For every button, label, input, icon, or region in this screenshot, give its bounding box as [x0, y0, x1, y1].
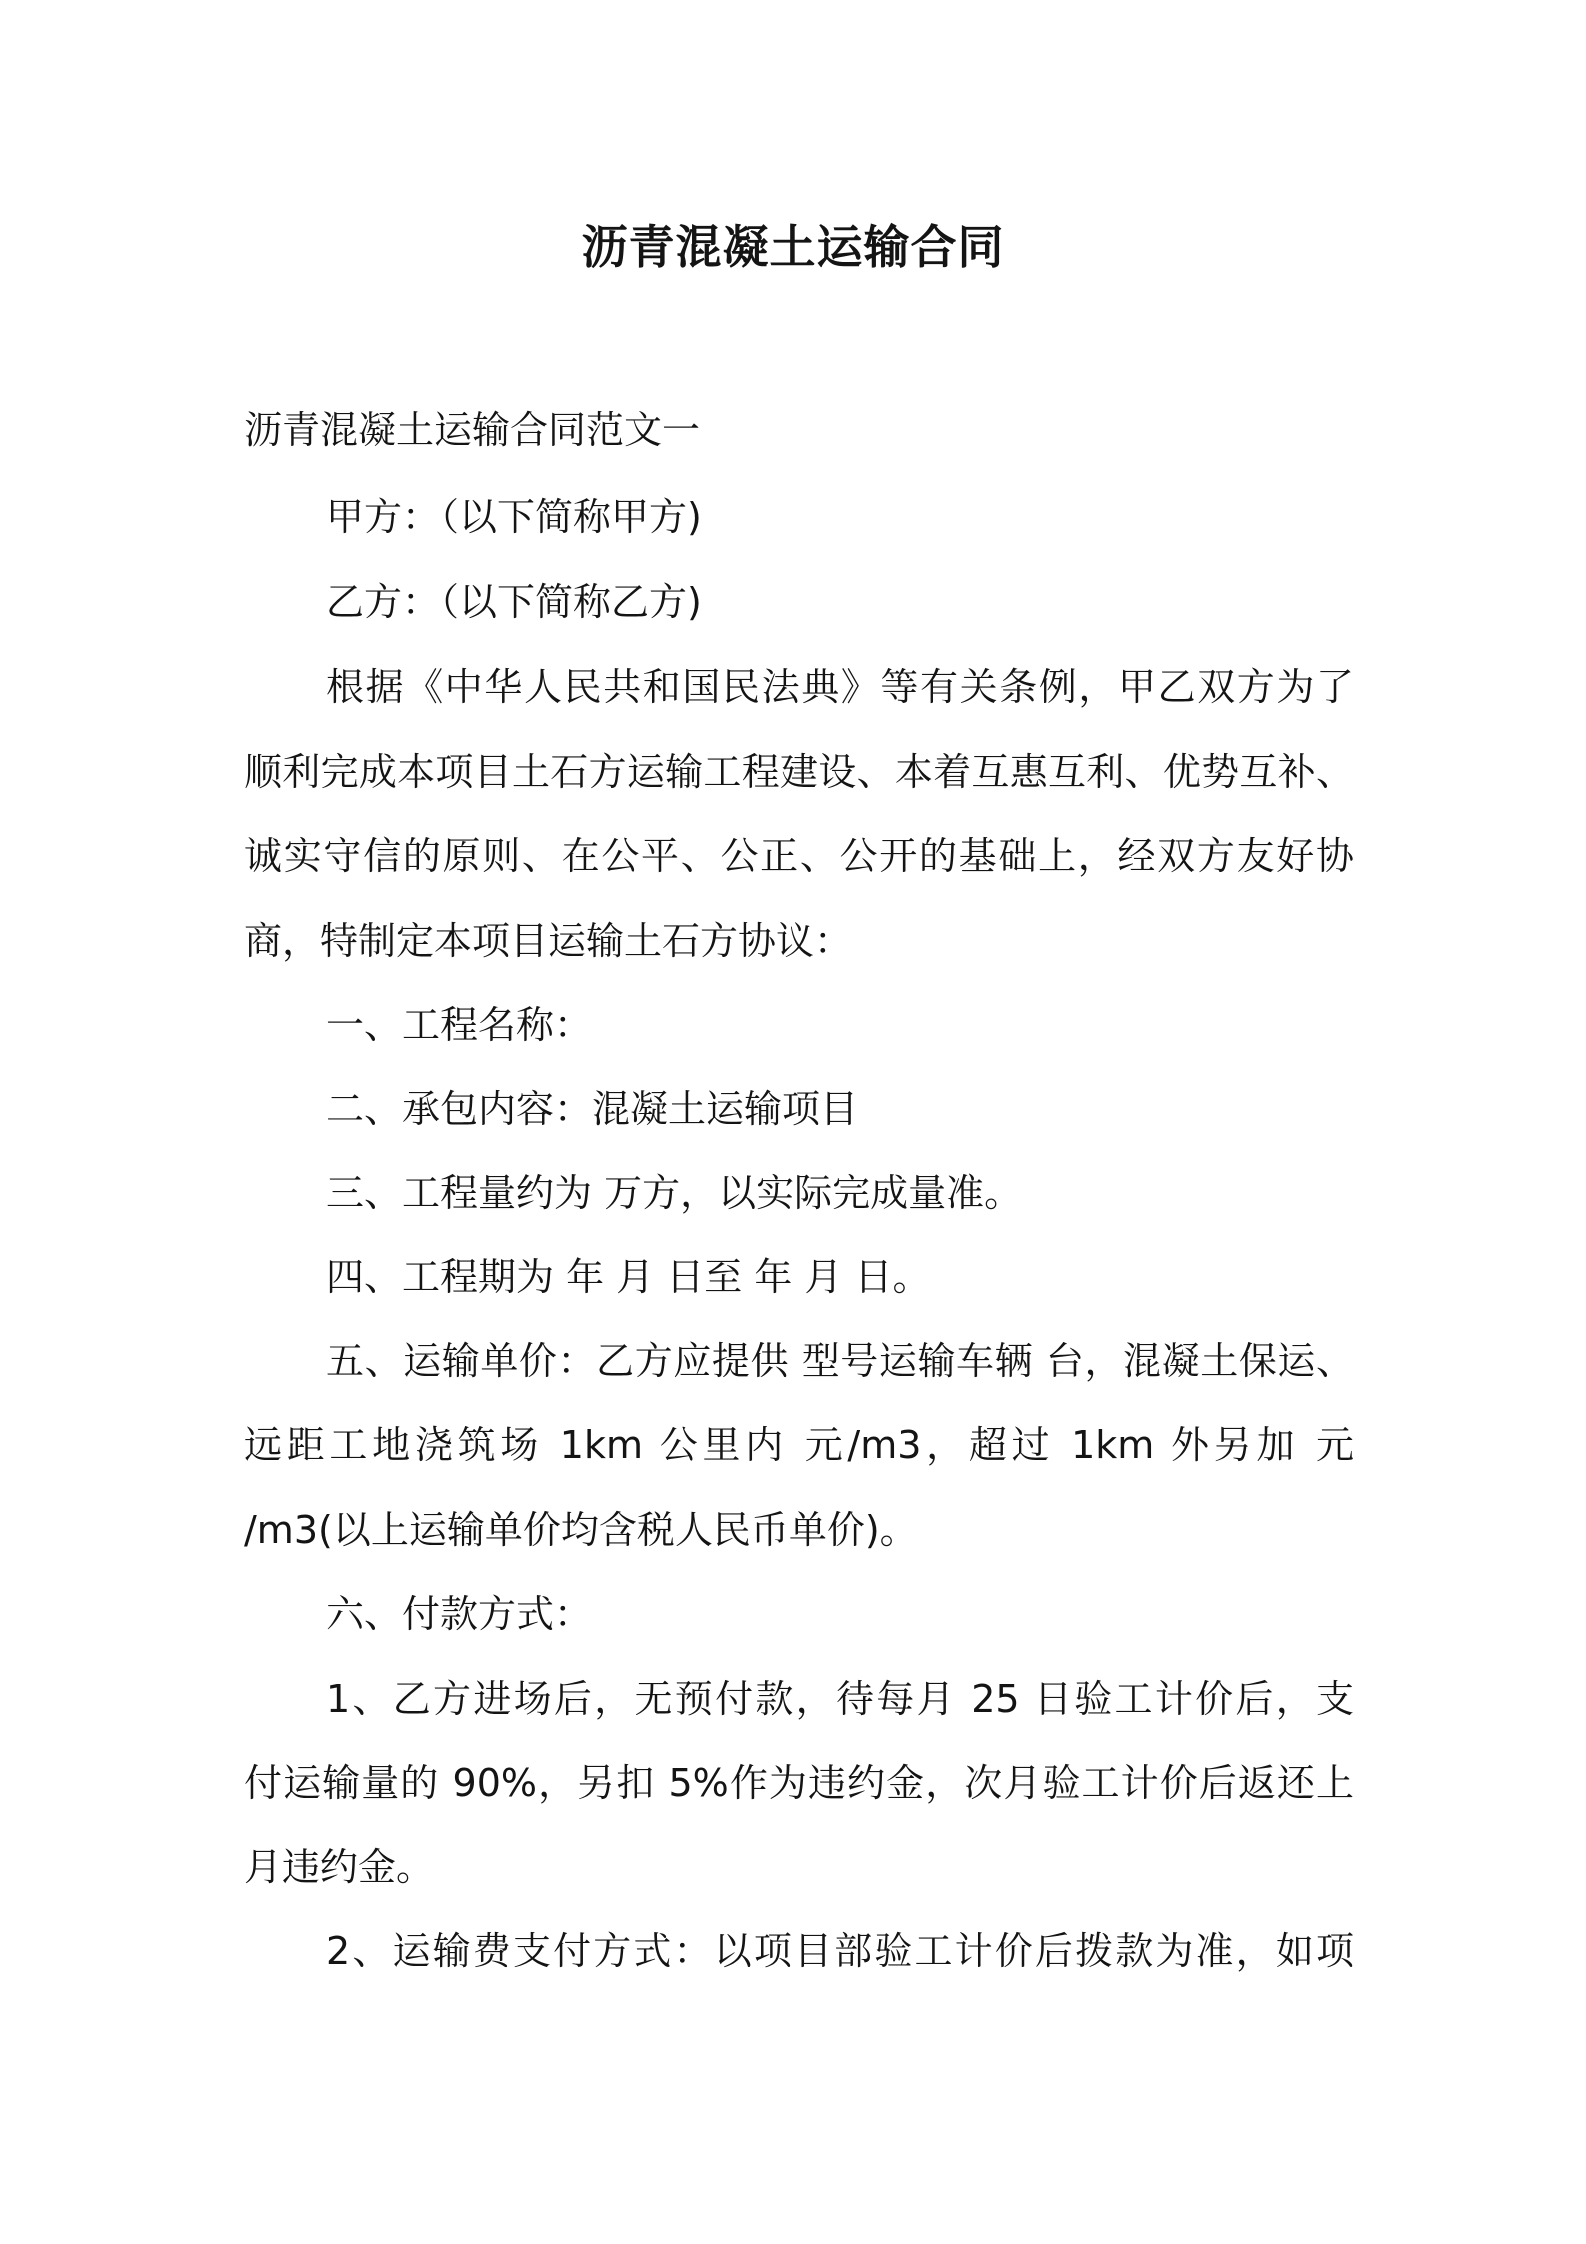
payment-item-1: 付运输量的 90%，另扣 5%作为违约金，次月验工计价后返还上: [244, 1761, 1354, 1805]
document-subtitle: 沥青混凝土运输合同范文一: [244, 408, 701, 452]
clause-quantity: 三、工程量约为 万方，以实际完成量准。: [326, 1171, 1023, 1215]
party-b-line: 乙方：（以下简称乙方): [326, 580, 702, 624]
clause-unit-price: 五、运输单价：乙方应提供 型号运输车辆 台，混凝土保运、: [326, 1339, 1354, 1383]
payment-item-1: 1、乙方进场后，无预付款，待每月 25 日验工计价后，支: [326, 1677, 1354, 1721]
clause-project-name: 一、工程名称：: [326, 1003, 593, 1047]
intro-line: 顺利完成本项目土石方运输工程建设、本着互惠互利、优势互补、: [244, 750, 1354, 794]
clause-contract-content: 二、承包内容：混凝土运输项目: [326, 1087, 859, 1131]
clause-payment-method: 六、付款方式：: [326, 1592, 593, 1636]
intro-line: 商，特制定本项目运输土石方协议：: [244, 919, 853, 963]
intro-line: 根据《中华人民共和国民法典》等有关条例，甲乙双方为了: [326, 665, 1354, 709]
payment-item-1: 月违约金。: [244, 1845, 435, 1889]
document-title: 沥青混凝土运输合同: [581, 220, 1005, 274]
clause-unit-price: 远距工地浇筑场 1km 公里内 元/m3，超过 1km 外另加 元: [244, 1423, 1354, 1467]
clause-period: 四、工程期为 年 月 日至 年 月 日。: [326, 1255, 931, 1299]
clause-unit-price: /m3(以上运输单价均含税人民币单价)。: [244, 1508, 918, 1552]
party-a-line: 甲方：（以下简称甲方): [326, 495, 702, 539]
payment-item-2: 2、运输费支付方式：以项目部验工计价后拨款为准，如项: [326, 1929, 1354, 1973]
intro-line: 诚实守信的原则、在公平、公正、公开的基础上，经双方友好协: [244, 834, 1354, 878]
